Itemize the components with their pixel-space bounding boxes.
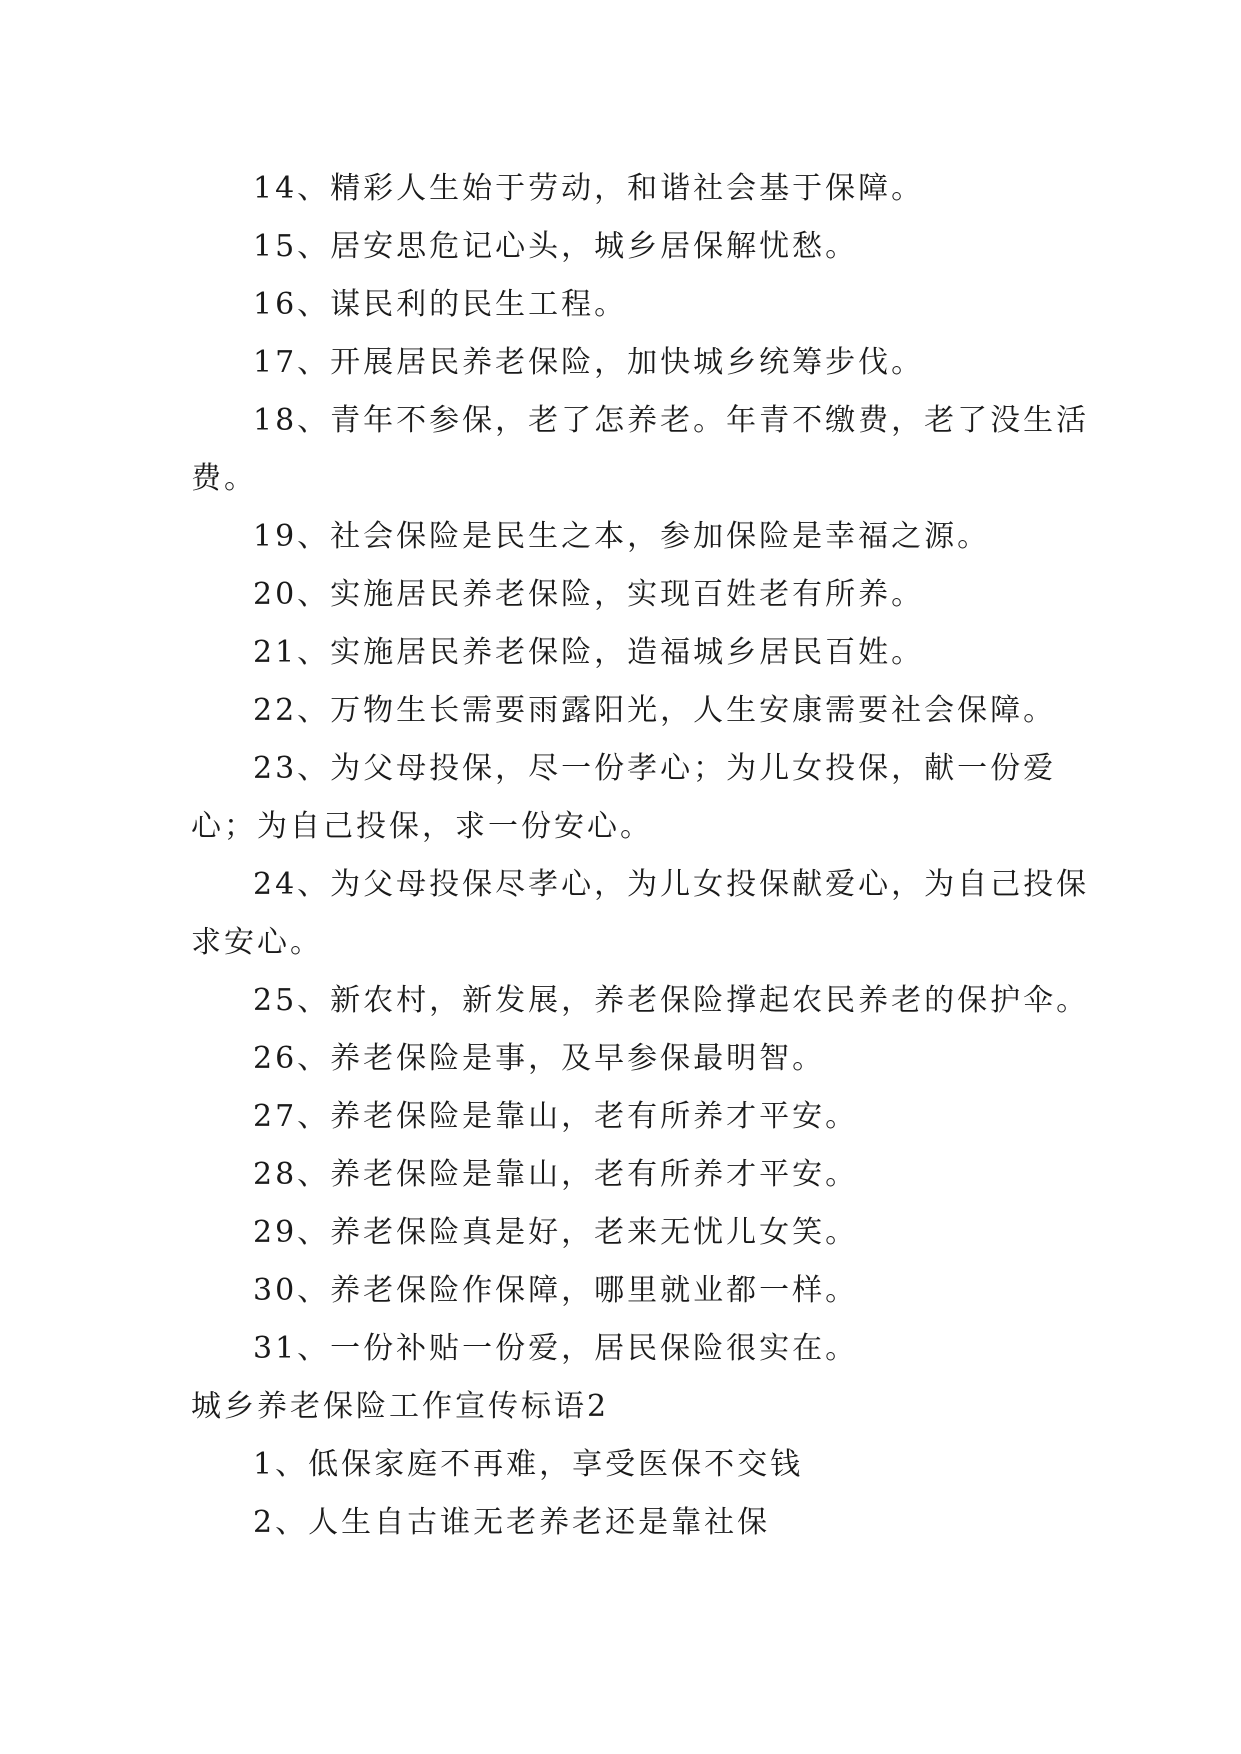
slogan-19: 19、社会保险是民生之本，参加保险是幸福之源。 [253,519,991,554]
section-heading: 城乡养老保险工作宣传标语2 [191,1389,610,1424]
slogan-30: 30、养老保险作保障，哪里就业都一样。 [253,1273,859,1308]
slogan-27: 27、养老保险是靠山，老有所养才平安。 [253,1099,859,1134]
slogan-23: 23、为父母投保，尽一份孝心；为儿女投保，献一份爱心；为自己投保，求一份安心。 [191,751,1057,844]
slogan-2-1: 1、低保家庭不再难，享受医保不交钱 [253,1447,804,1482]
slogan-18: 18、青年不参保，老了怎养老。年青不缴费，老了没生活费。 [191,403,1090,496]
slogan-29: 29、养老保险真是好，老来无忧儿女笑。 [253,1215,859,1250]
slogan-14: 14、精彩人生始于劳动，和谐社会基于保障。 [253,171,925,206]
slogan-28: 28、养老保险是靠山，老有所养才平安。 [253,1157,859,1192]
slogan-22: 22、万物生长需要雨露阳光，人生安康需要社会保障。 [253,693,1057,728]
slogan-16: 16、谋民利的民生工程。 [253,287,628,322]
slogan-20: 20、实施居民养老保险，实现百姓老有所养。 [253,577,925,612]
slogan-21: 21、实施居民养老保险，造福城乡居民百姓。 [253,635,925,670]
document-body [191,160,1091,1552]
slogan-2-2: 2、人生自古谁无老养老还是靠社保 [253,1505,771,1540]
slogan-15: 15、居安思危记心头，城乡居保解忧愁。 [253,229,859,264]
slogan-26: 26、养老保险是事，及早参保最明智。 [253,1041,826,1076]
slogan-17: 17、开展居民养老保险，加快城乡统筹步伐。 [253,345,925,380]
slogan-25: 25、新农村，新发展，养老保险撑起农民养老的保护伞。 [253,983,1090,1018]
slogan-31: 31、一份补贴一份爱，居民保险很实在。 [253,1331,859,1366]
slogan-24: 24、为父母投保尽孝心，为儿女投保献爱心，为自己投保求安心。 [191,867,1090,960]
